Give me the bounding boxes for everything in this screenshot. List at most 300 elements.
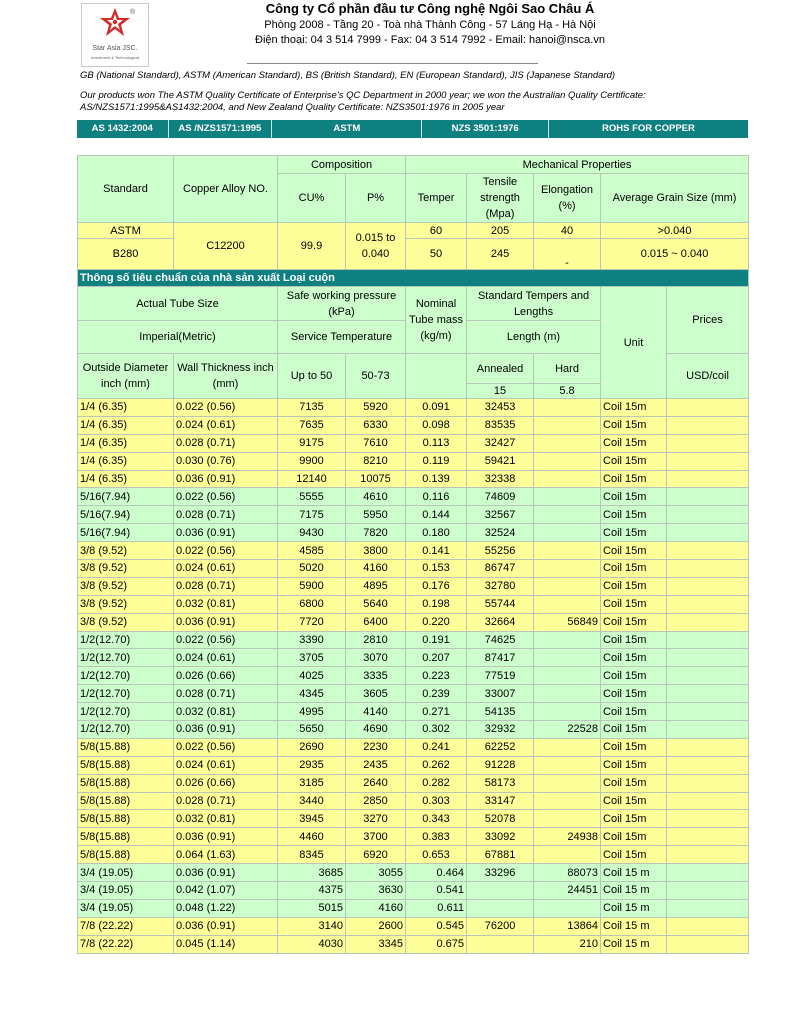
od-cell: 1/4 (6.35) (78, 416, 174, 434)
spec-temper-2: 50 (406, 239, 467, 270)
od-cell: 1/2(12.70) (78, 649, 174, 667)
unit-cell: Coil 15m (601, 399, 667, 417)
od-cell: 5/8(15.88) (78, 774, 174, 792)
pressure-50-cell: 7720 (278, 613, 346, 631)
annealed-cell: 55256 (467, 542, 534, 560)
annealed-cell: 55744 (467, 595, 534, 613)
header-service-temp: Service Temperature (278, 321, 406, 354)
wall-cell: 0.022 (0.56) (174, 542, 278, 560)
registered-mark: ® (130, 9, 136, 16)
mass-cell: 0.545 (406, 917, 467, 935)
price-cell (667, 703, 749, 721)
mass-cell: 0.091 (406, 399, 467, 417)
table-row (78, 882, 749, 900)
table-row (78, 399, 749, 417)
od-cell: 1/2(12.70) (78, 685, 174, 703)
mass-cell: 0.176 (406, 577, 467, 595)
pressure-50-cell: 3140 (278, 917, 346, 935)
unit-cell: Coil 15m (601, 613, 667, 631)
wall-cell: 0.048 (1.22) (174, 899, 278, 917)
header-divider (247, 63, 538, 64)
od-cell: 5/8(15.88) (78, 738, 174, 756)
annealed-cell: 86747 (467, 560, 534, 578)
hard-cell (534, 774, 601, 792)
unit-cell: Coil 15m (601, 738, 667, 756)
annealed-cell: 33007 (467, 685, 534, 703)
header-annealed: Annealed (467, 354, 534, 384)
annealed-cell: 33092 (467, 828, 534, 846)
pressure-73-cell: 4690 (346, 721, 406, 739)
pressure-73-cell: 5640 (346, 595, 406, 613)
pressure-73-cell: 2850 (346, 792, 406, 810)
od-cell: 1/2(12.70) (78, 721, 174, 739)
company-contact: Điện thoại: 04 3 514 7999 - Fax: 04 3 514 7992 - Email: hanoi@nsca.vn (255, 34, 605, 46)
hard-cell (534, 542, 601, 560)
price-cell (667, 577, 749, 595)
od-cell: 3/8 (9.52) (78, 595, 174, 613)
table-row (78, 488, 749, 506)
pressure-50-cell: 5015 (278, 899, 346, 917)
mass-cell: 0.139 (406, 470, 467, 488)
pressure-73-cell: 3605 (346, 685, 406, 703)
od-cell: 7/8 (22.22) (78, 917, 174, 935)
mass-cell: 0.220 (406, 613, 467, 631)
price-cell (667, 506, 749, 524)
mass-cell: 0.113 (406, 434, 467, 452)
company-name: Công ty Cổ phần đầu tư Công nghệ Ngôi Sao Châu Á (265, 1, 595, 16)
mass-cell: 0.223 (406, 667, 467, 685)
header-up-to-50: Up to 50 (278, 354, 346, 399)
wall-cell: 0.022 (0.56) (174, 488, 278, 506)
pressure-50-cell: 3685 (278, 864, 346, 882)
unit-cell: Coil 15m (601, 721, 667, 739)
wall-cell: 0.045 (1.14) (174, 935, 278, 953)
wall-cell: 0.028 (0.71) (174, 506, 278, 524)
hard-cell (534, 846, 601, 864)
wall-cell: 0.024 (0.61) (174, 560, 278, 578)
od-cell: 3/4 (19.05) (78, 864, 174, 882)
od-cell: 3/8 (9.52) (78, 613, 174, 631)
unit-cell: Coil 15m (601, 416, 667, 434)
unit-cell: Coil 15 m (601, 917, 667, 935)
price-cell (667, 792, 749, 810)
od-cell: 5/8(15.88) (78, 756, 174, 774)
unit-cell: Coil 15 m (601, 882, 667, 900)
mass-cell: 0.303 (406, 792, 467, 810)
wall-cell: 0.024 (0.61) (174, 649, 278, 667)
wall-cell: 0.028 (0.71) (174, 434, 278, 452)
price-cell (667, 524, 749, 542)
annealed-cell: 74625 (467, 631, 534, 649)
spec-header-standard: Standard (78, 156, 174, 223)
unit-cell: Coil 15m (601, 756, 667, 774)
table-row (78, 506, 749, 524)
annealed-cell: 62252 (467, 738, 534, 756)
annealed-cell: 54135 (467, 703, 534, 721)
pressure-50-cell: 4025 (278, 667, 346, 685)
table-row (78, 595, 749, 613)
wall-cell: 0.026 (0.66) (174, 774, 278, 792)
spec-elongation-2: - (534, 239, 601, 270)
spec-standard-1: ASTM (78, 223, 174, 239)
table-row (78, 792, 749, 810)
annealed-cell: 32780 (467, 577, 534, 595)
wall-cell: 0.028 (0.71) (174, 577, 278, 595)
spec-header-p: P% (346, 174, 406, 223)
mass-cell: 0.098 (406, 416, 467, 434)
unit-cell: Coil 15m (601, 524, 667, 542)
annealed-cell: 74609 (467, 488, 534, 506)
certificate-bar (77, 120, 748, 138)
unit-cell: Coil 15m (601, 649, 667, 667)
mass-cell: 0.198 (406, 595, 467, 613)
table-row (78, 470, 749, 488)
price-cell (667, 756, 749, 774)
pressure-50-cell: 6800 (278, 595, 346, 613)
hard-cell (534, 667, 601, 685)
annealed-cell: 77519 (467, 667, 534, 685)
pressure-50-cell: 5650 (278, 721, 346, 739)
wall-cell: 0.036 (0.91) (174, 470, 278, 488)
price-cell (667, 738, 749, 756)
wall-cell: 0.024 (0.61) (174, 756, 278, 774)
annealed-cell: 59421 (467, 452, 534, 470)
table-row (78, 667, 749, 685)
price-cell (667, 721, 749, 739)
unit-cell: Coil 15m (601, 846, 667, 864)
table-row (78, 899, 749, 917)
wall-cell: 0.022 (0.56) (174, 631, 278, 649)
pressure-73-cell: 2810 (346, 631, 406, 649)
pressure-73-cell: 4140 (346, 703, 406, 721)
table-row (78, 685, 749, 703)
pressure-50-cell: 7135 (278, 399, 346, 417)
spec-header-grain: Average Grain Size (mm) (601, 174, 749, 223)
price-cell (667, 452, 749, 470)
spec-grain-2: 0.015 ~ 0.040 (601, 239, 749, 270)
pressure-50-cell: 9900 (278, 452, 346, 470)
wall-cell: 0.022 (0.56) (174, 399, 278, 417)
hard-cell (534, 595, 601, 613)
price-cell (667, 595, 749, 613)
wall-cell: 0.032 (0.81) (174, 810, 278, 828)
table-row (78, 524, 749, 542)
od-cell: 1/4 (6.35) (78, 434, 174, 452)
unit-cell: Coil 15 m (601, 864, 667, 882)
pressure-73-cell: 6920 (346, 846, 406, 864)
header-imperial: Imperial(Metric) (78, 321, 278, 354)
pressure-73-cell: 4610 (346, 488, 406, 506)
spec-header-composition: Composition (278, 156, 406, 174)
unit-cell: Coil 15m (601, 506, 667, 524)
price-cell (667, 864, 749, 882)
annealed-cell: 83535 (467, 416, 534, 434)
pressure-50-cell: 4995 (278, 703, 346, 721)
hard-cell (534, 488, 601, 506)
hard-cell (534, 631, 601, 649)
table-row (78, 613, 749, 631)
hard-cell (534, 560, 601, 578)
spec-p: 0.015 to 0.040 (346, 223, 406, 270)
pressure-50-cell: 4030 (278, 935, 346, 953)
od-cell: 5/16(7.94) (78, 488, 174, 506)
header-nominal-mass: Nominal Tube mass (kg/m) (406, 287, 467, 354)
hard-cell (534, 649, 601, 667)
pressure-73-cell: 10075 (346, 470, 406, 488)
pressure-73-cell: 3055 (346, 864, 406, 882)
pressure-50-cell: 2935 (278, 756, 346, 774)
wall-cell: 0.036 (0.91) (174, 613, 278, 631)
header-currency: USD/coil (667, 354, 749, 399)
wall-cell: 0.036 (0.91) (174, 721, 278, 739)
od-cell: 5/8(15.88) (78, 828, 174, 846)
hard-cell (534, 738, 601, 756)
header-hard: Hard (534, 354, 601, 384)
od-cell: 3/8 (9.52) (78, 577, 174, 595)
pressure-73-cell: 2435 (346, 756, 406, 774)
annealed-cell: 33147 (467, 792, 534, 810)
pressure-73-cell: 7820 (346, 524, 406, 542)
wall-cell: 0.030 (0.76) (174, 452, 278, 470)
price-cell (667, 488, 749, 506)
annealed-cell: 32427 (467, 434, 534, 452)
price-cell (667, 560, 749, 578)
unit-cell: Coil 15m (601, 703, 667, 721)
hard-cell (534, 756, 601, 774)
mass-cell: 0.343 (406, 810, 467, 828)
annealed-cell: 32664 (467, 613, 534, 631)
annealed-cell: 87417 (467, 649, 534, 667)
wall-cell: 0.064 (1.63) (174, 846, 278, 864)
annealed-cell: 32524 (467, 524, 534, 542)
table-row (78, 774, 749, 792)
cert-asnzs1571: AS /NZS1571:1995 (169, 120, 273, 138)
price-cell (667, 882, 749, 900)
pressure-73-cell: 3345 (346, 935, 406, 953)
spec-header-elongation: Elongation (%) (534, 174, 601, 223)
price-cell (667, 613, 749, 631)
wall-cell: 0.028 (0.71) (174, 792, 278, 810)
price-cell (667, 434, 749, 452)
pressure-73-cell: 7610 (346, 434, 406, 452)
wall-cell: 0.032 (0.81) (174, 595, 278, 613)
price-cell (667, 899, 749, 917)
hard-cell: 13864 (534, 917, 601, 935)
annealed-cell (467, 935, 534, 953)
table-row (78, 649, 749, 667)
table-row (78, 452, 749, 470)
pressure-73-cell: 5950 (346, 506, 406, 524)
spec-grain-1: >0.040 (601, 223, 749, 239)
company-logo (81, 3, 149, 67)
cert-rohs: ROHS FOR COPPER (601, 123, 695, 134)
pressure-73-cell: 3800 (346, 542, 406, 560)
unit-cell: Coil 15m (601, 542, 667, 560)
annealed-cell: 32567 (467, 506, 534, 524)
wall-cell: 0.032 (0.81) (174, 703, 278, 721)
mass-cell: 0.271 (406, 703, 467, 721)
pressure-73-cell: 6400 (346, 613, 406, 631)
mass-cell: 0.180 (406, 524, 467, 542)
pressure-73-cell: 3630 (346, 882, 406, 900)
header-tube-mass-blank (406, 354, 467, 399)
od-cell: 1/2(12.70) (78, 631, 174, 649)
wall-cell: 0.042 (1.07) (174, 882, 278, 900)
mass-cell: 0.541 (406, 882, 467, 900)
unit-cell: Coil 15m (601, 595, 667, 613)
pressure-50-cell: 7635 (278, 416, 346, 434)
pressure-50-cell: 3945 (278, 810, 346, 828)
hard-cell (534, 506, 601, 524)
hard-cell: 24938 (534, 828, 601, 846)
wall-cell: 0.036 (0.91) (174, 917, 278, 935)
hard-cell (534, 470, 601, 488)
table-row (78, 560, 749, 578)
section-title: Thông số tiêu chuẩn của nhà sản xuất Loại cuộn (78, 270, 749, 287)
unit-cell: Coil 15m (601, 685, 667, 703)
mass-cell: 0.153 (406, 560, 467, 578)
pressure-50-cell: 4460 (278, 828, 346, 846)
header-outside-diameter: Outside Diameter inch (mm) (78, 354, 174, 399)
annealed-cell: 67881 (467, 846, 534, 864)
unit-cell: Coil 15 m (601, 899, 667, 917)
star-logo-icon (82, 4, 148, 44)
wall-cell: 0.022 (0.56) (174, 738, 278, 756)
logo-subtitle: Investment & Technological (90, 55, 140, 60)
price-cell (667, 631, 749, 649)
spec-elongation-1: 40 (534, 223, 601, 239)
unit-cell: Coil 15m (601, 667, 667, 685)
hard-cell: 56849 (534, 613, 601, 631)
unit-cell: Coil 15m (601, 488, 667, 506)
spec-cu: 99.9 (278, 223, 346, 270)
spec-alloy: C12200 (174, 223, 278, 270)
spec-header-mechanical: Mechanical Properties (406, 156, 749, 174)
od-cell: 1/4 (6.35) (78, 470, 174, 488)
company-header (150, 0, 710, 46)
pressure-50-cell: 4345 (278, 685, 346, 703)
spec-header-temper: Temper (406, 174, 467, 223)
table-row (78, 434, 749, 452)
table-row (78, 846, 749, 864)
awards-text: Our products won The ASTM Quality Certificate of Enterprise’s QC Department in 2000 year; we won the Australian Quality Certificate: AS/NZS1571:1995&AS1432:2004, and New Zealand Quality Certificate: NZS3501:1976 in 2005 year (80, 90, 646, 113)
unit-cell: Coil 15 m (601, 935, 667, 953)
price-cell (667, 416, 749, 434)
price-cell (667, 917, 749, 935)
mass-cell: 0.282 (406, 774, 467, 792)
spec-header-alloy: Copper Alloy NO. (174, 156, 278, 223)
cert-nzs3501: NZS 3501:1976 (422, 120, 548, 138)
pressure-73-cell: 3270 (346, 810, 406, 828)
pressure-50-cell: 3185 (278, 774, 346, 792)
annealed-cell: 33296 (467, 864, 534, 882)
pressure-73-cell: 6330 (346, 416, 406, 434)
mass-cell: 0.141 (406, 542, 467, 560)
unit-cell: Coil 15m (601, 792, 667, 810)
pressure-50-cell: 4585 (278, 542, 346, 560)
hard-cell: 24451 (534, 882, 601, 900)
pressure-50-cell: 9430 (278, 524, 346, 542)
pressure-50-cell: 5020 (278, 560, 346, 578)
cert-as1432: AS 1432:2004 (77, 120, 169, 138)
pressure-73-cell: 3070 (346, 649, 406, 667)
pressure-73-cell: 2230 (346, 738, 406, 756)
table-row (78, 738, 749, 756)
hard-cell (534, 792, 601, 810)
mass-cell: 0.119 (406, 452, 467, 470)
unit-cell: Coil 15m (601, 828, 667, 846)
unit-cell: Coil 15m (601, 631, 667, 649)
header-hard-length: 5.8 (534, 384, 601, 399)
mass-cell: 0.653 (406, 846, 467, 864)
pressure-73-cell: 5920 (346, 399, 406, 417)
standards-line: GB (National Standard), ASTM (American Standard), BS (British Standard), EN (European Standard), JIS (Japanese Standard) (80, 70, 616, 81)
logo-name: Star Asia JSC. (92, 45, 138, 52)
wall-cell: 0.036 (0.91) (174, 828, 278, 846)
mass-cell: 0.302 (406, 721, 467, 739)
od-cell: 3/8 (9.52) (78, 542, 174, 560)
table-row (78, 416, 749, 434)
price-cell (667, 649, 749, 667)
mass-cell: 0.144 (406, 506, 467, 524)
header-length: Length (m) (467, 321, 601, 354)
header-prices: Prices (667, 287, 749, 354)
unit-cell: Coil 15m (601, 452, 667, 470)
annealed-cell: 32338 (467, 470, 534, 488)
table-row (78, 703, 749, 721)
od-cell: 5/8(15.88) (78, 810, 174, 828)
spec-tensile-1: 205 (467, 223, 534, 239)
annealed-cell: 91228 (467, 756, 534, 774)
price-cell (667, 399, 749, 417)
wall-cell: 0.036 (0.91) (174, 864, 278, 882)
pressure-73-cell: 2600 (346, 917, 406, 935)
cert-astm: ASTM (272, 120, 422, 138)
header-50-73: 50-73 (346, 354, 406, 399)
header-standard-tempers: Standard Tempers and Lengths (467, 287, 601, 321)
price-cell (667, 667, 749, 685)
pressure-50-cell: 2690 (278, 738, 346, 756)
annealed-cell: 32453 (467, 399, 534, 417)
table-row (78, 577, 749, 595)
pressure-50-cell: 3390 (278, 631, 346, 649)
spec-table (77, 155, 749, 954)
pressure-50-cell: 12140 (278, 470, 346, 488)
table-row (78, 917, 749, 935)
pressure-73-cell: 2640 (346, 774, 406, 792)
od-cell: 5/8(15.88) (78, 846, 174, 864)
pressure-73-cell: 8210 (346, 452, 406, 470)
price-cell (667, 846, 749, 864)
pressure-73-cell: 3335 (346, 667, 406, 685)
hard-cell: 88073 (534, 864, 601, 882)
od-cell: 3/8 (9.52) (78, 560, 174, 578)
mass-cell: 0.383 (406, 828, 467, 846)
hard-cell (534, 703, 601, 721)
wall-cell: 0.028 (0.71) (174, 685, 278, 703)
spec-tensile-2: 245 (467, 239, 534, 270)
price-cell (667, 470, 749, 488)
mass-cell: 0.191 (406, 631, 467, 649)
unit-cell: Coil 15m (601, 434, 667, 452)
annealed-cell: 58173 (467, 774, 534, 792)
header-actual-tube-size: Actual Tube Size (78, 287, 278, 321)
header-annealed-length: 15 (467, 384, 534, 399)
pressure-50-cell: 8345 (278, 846, 346, 864)
table-row (78, 631, 749, 649)
unit-cell: Coil 15m (601, 470, 667, 488)
od-cell: 5/16(7.94) (78, 506, 174, 524)
